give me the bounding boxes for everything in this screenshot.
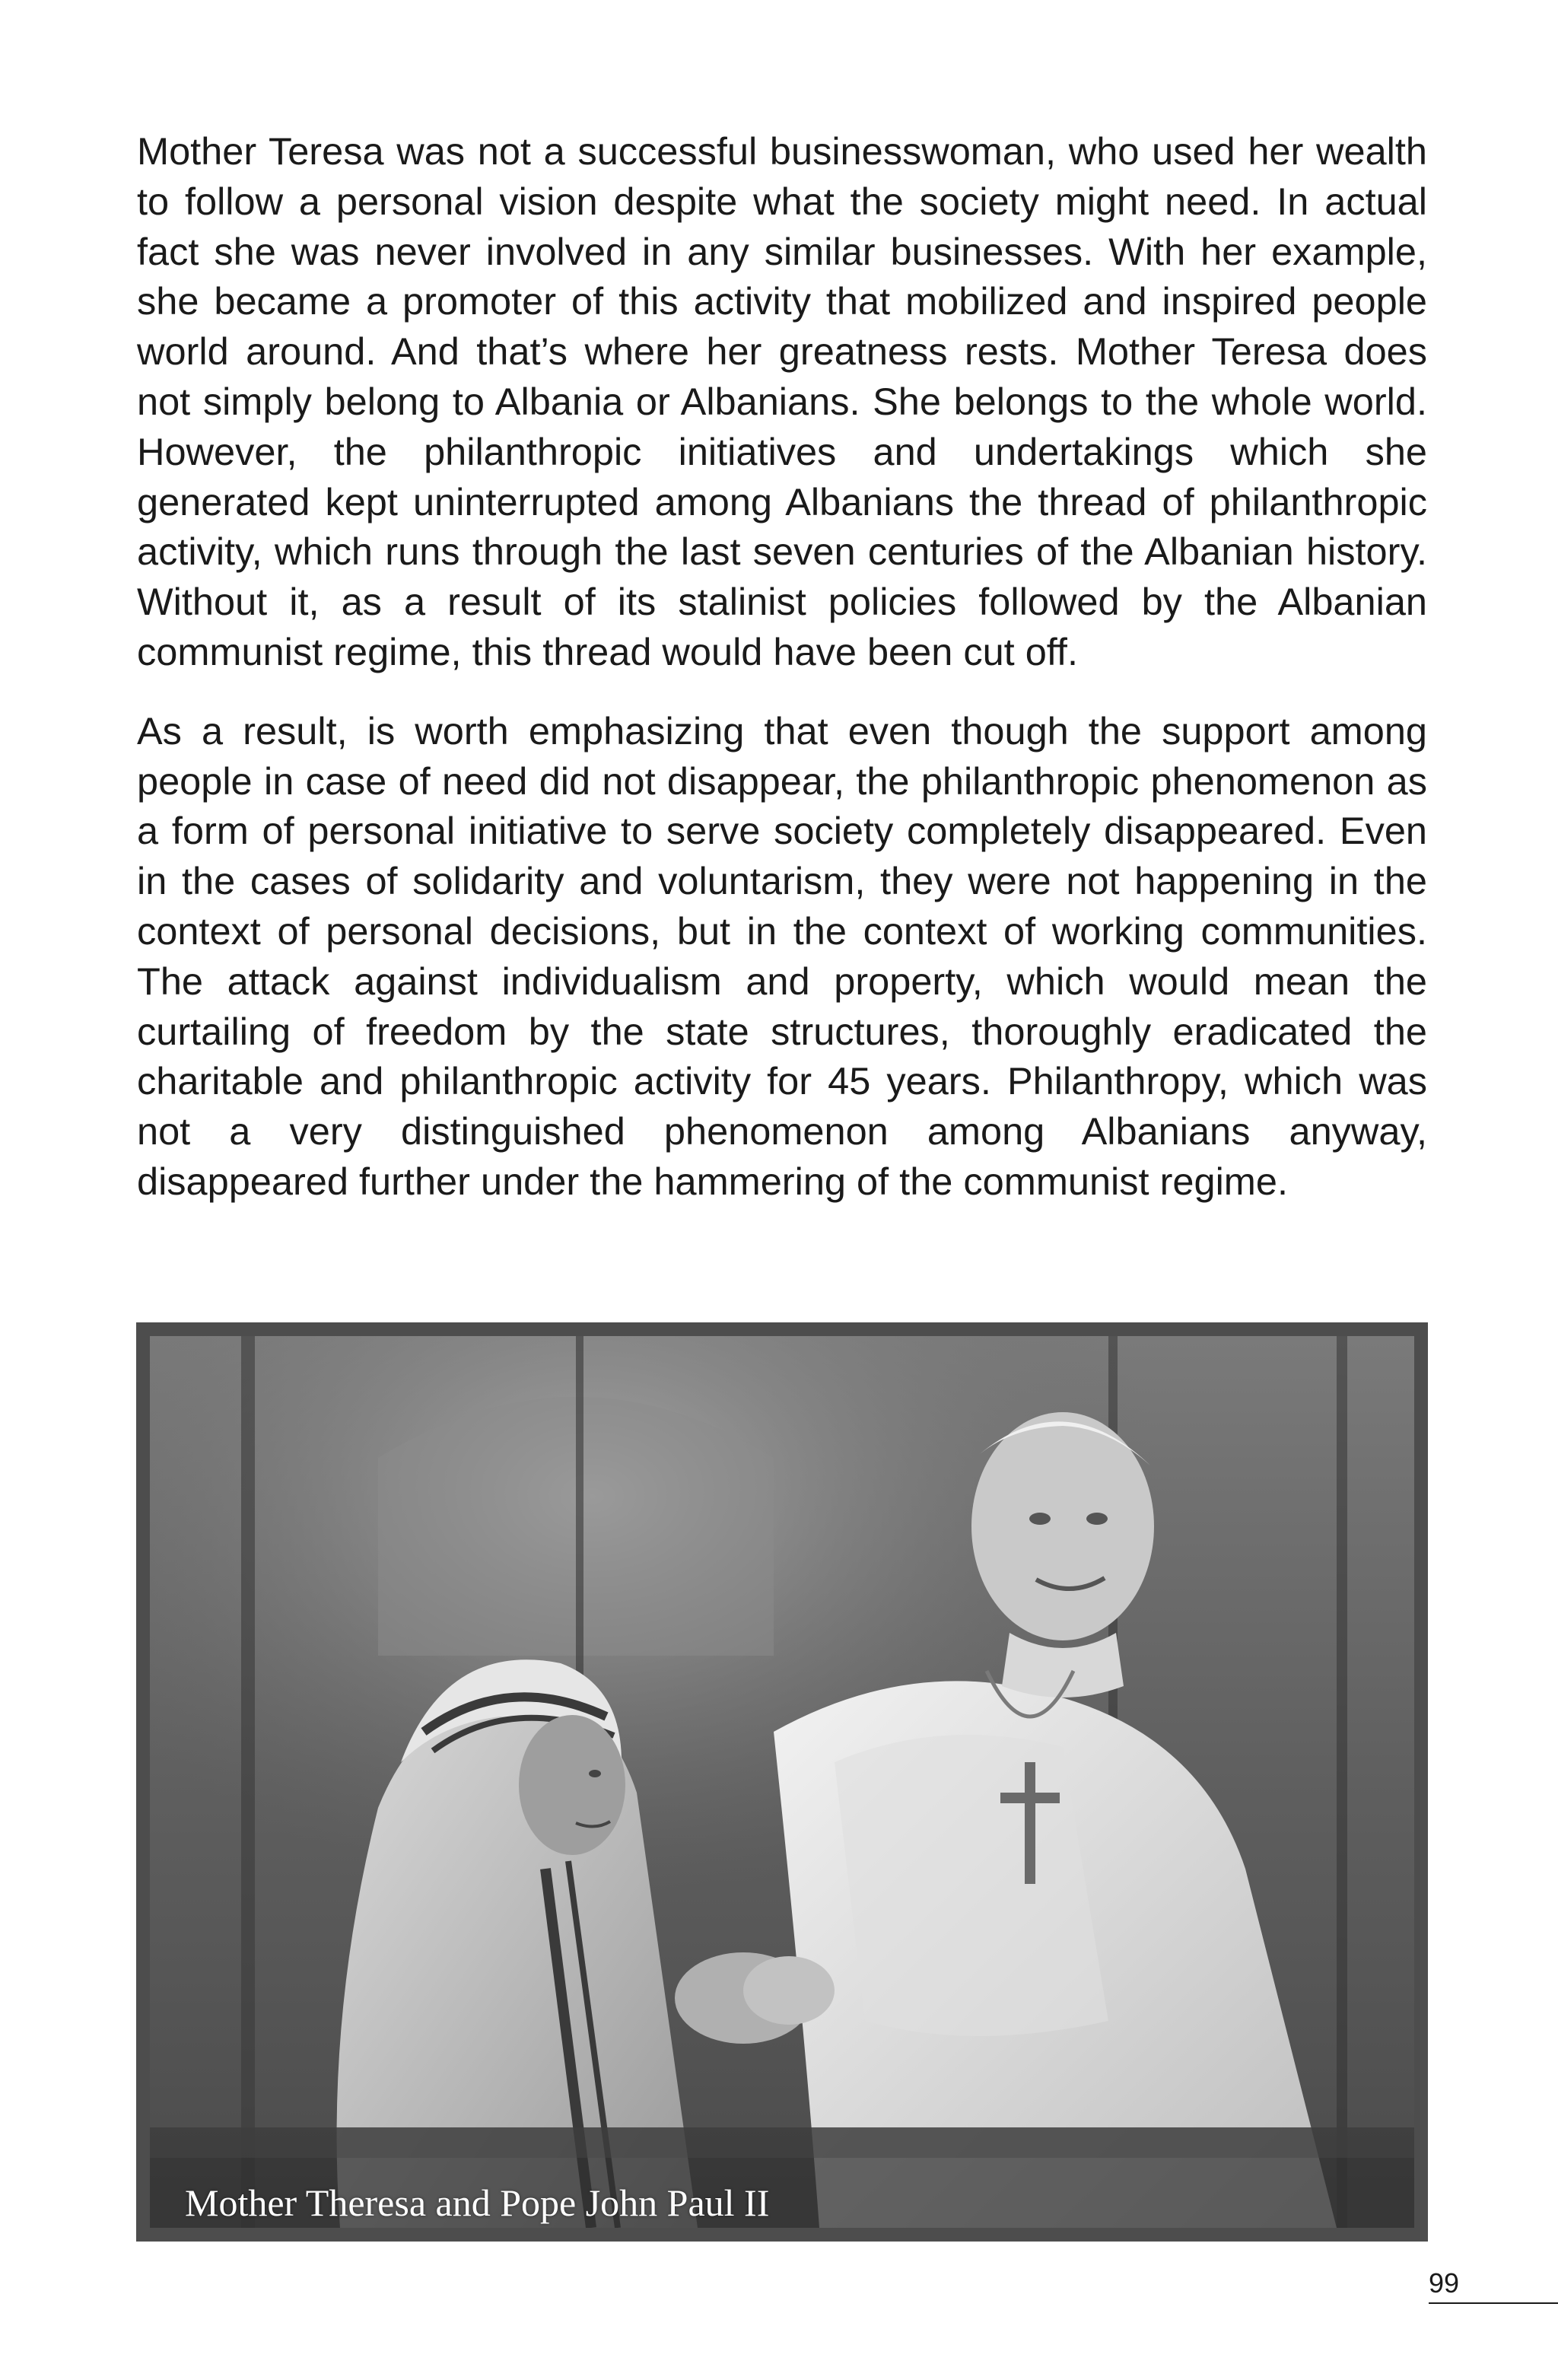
photo-frame: [136, 1322, 1428, 2242]
page-number: 99: [1429, 2267, 1460, 2299]
body-text: [137, 126, 1427, 1207]
paragraph-1: Mother Teresa was not a successful businesswoman, who used her wealth to follow a personal vision despite what the society might need. In actual fact she was never involved in any similar businesses. With her example, she became a promoter of this activity that mobilized and inspired people world around. And that’s where her greatness rests. Mother Teresa does not simply belong to Albania or Albanians. She belongs to the whole world. However, the philanthropic initiatives and undertakings which she generated kept uninterrupted among Albanians the thread of philanthropic activity, which runs through the last seven centuries of the Albanian history. Without it, as a result of its stalinist policies followed by the Albanian communist regime, this thread would have been cut off.: [137, 129, 1427, 673]
photo-mother-teresa-pope: [150, 1336, 1414, 2228]
photo-illustration: [150, 1336, 1414, 2228]
paragraph-2: As a result, is worth emphasizing that even though the support among people in case of need did not disappear, the philanthropic phenomenon as a form of personal initiative to serve society completely disappeared. Even in the cases of solidarity and voluntarism, they were not happening in the context of personal decisions, but in the context of working communities. The attack against individualism and property, which would mean the curtailing of freedom by the state structures, thoroughly eradicated the charitable and philanthropic activity for 45 years. Philanthropy, which was not a very distinguished phenomenon among Albanians anyway, disappeared further under the hammering of the communist regime.: [137, 708, 1427, 1203]
page-number-rule: [1429, 2302, 1558, 2304]
photo-caption: Mother Theresa and Pope John Paul II: [185, 2181, 770, 2224]
